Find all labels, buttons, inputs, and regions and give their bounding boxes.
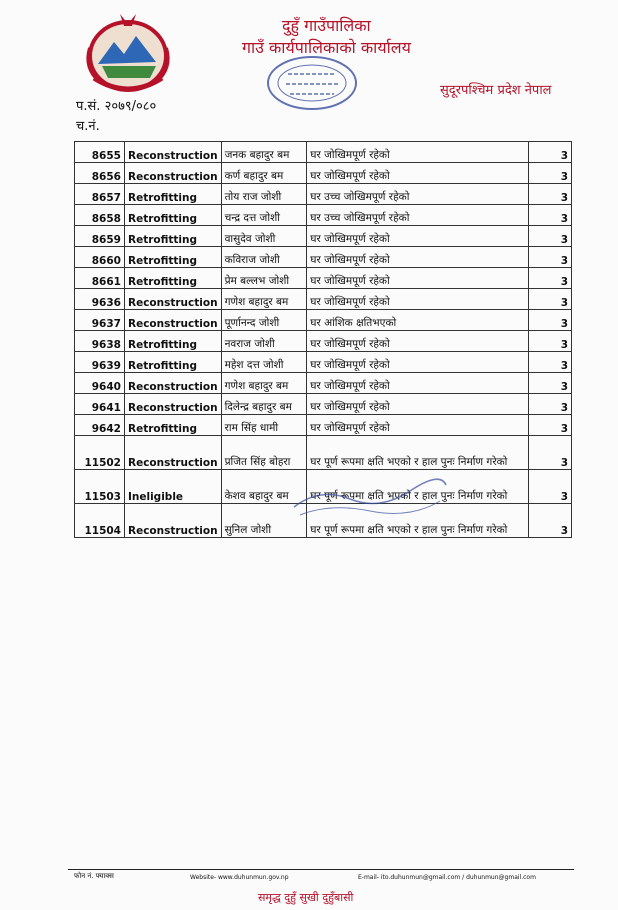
house-status: घर जोखिमपूर्ण रहेको bbox=[307, 373, 529, 394]
record-score: 3 bbox=[529, 415, 572, 436]
table-row bbox=[75, 373, 572, 394]
record-score: 3 bbox=[529, 163, 572, 184]
record-type: Reconstruction bbox=[124, 504, 221, 538]
record-type: Retrofitting bbox=[124, 331, 221, 352]
table-row bbox=[75, 247, 572, 268]
signature-stamp-icon bbox=[290, 477, 450, 521]
beneficiary-name: नवराज जोशी bbox=[221, 331, 307, 352]
office-subtitle: गाउँ कार्यपालिकाको कार्यालय bbox=[242, 38, 411, 57]
beneficiary-name: कविराज जोशी bbox=[221, 247, 307, 268]
table-row bbox=[75, 394, 572, 415]
record-type: Retrofitting bbox=[124, 352, 221, 373]
record-score: 3 bbox=[529, 226, 572, 247]
record-type: Reconstruction bbox=[124, 394, 221, 415]
house-status: घर उच्च जोखिमपूर्ण रहेको bbox=[307, 184, 529, 205]
house-status: घर उच्च जोखिमपूर्ण रहेको bbox=[307, 205, 529, 226]
record-score: 3 bbox=[529, 205, 572, 226]
record-score: 3 bbox=[529, 331, 572, 352]
record-score: 3 bbox=[529, 373, 572, 394]
footer-email: E-mail- ito.duhunmun@gmail.com / duhunmun@gmail.com bbox=[358, 874, 536, 881]
record-score: 3 bbox=[529, 247, 572, 268]
footer-website: Website- www.duhunmun.gov.np bbox=[190, 874, 289, 881]
table-row bbox=[75, 184, 572, 205]
record-type: Reconstruction bbox=[124, 142, 221, 163]
beneficiary-name: सुनिल जोशी bbox=[221, 504, 307, 538]
table-row bbox=[75, 226, 572, 247]
beneficiary-name: गणेश बहादुर बम bbox=[221, 289, 307, 310]
house-status: घर पूर्ण रूपमा क्षति भएको र हाल पुनः निर्माण गरेको bbox=[307, 470, 529, 504]
house-status: घर जोखिमपूर्ण रहेको bbox=[307, 331, 529, 352]
footer-phone: फोन नं. फ्याक्स bbox=[74, 872, 114, 880]
province-name: सुदूरपश्चिम प्रदेश नेपाल bbox=[440, 83, 552, 98]
record-id: 8660 bbox=[75, 247, 125, 268]
record-type: Reconstruction bbox=[124, 310, 221, 331]
record-type: Ineligible bbox=[124, 470, 221, 504]
record-id: 9641 bbox=[75, 394, 125, 415]
record-type: Retrofitting bbox=[124, 247, 221, 268]
record-id: 8656 bbox=[75, 163, 125, 184]
footer-divider bbox=[68, 869, 574, 870]
record-score: 3 bbox=[529, 310, 572, 331]
record-id: 9642 bbox=[75, 415, 125, 436]
beneficiary-name: पूर्णानन्द जोशी bbox=[221, 310, 307, 331]
office-name: दुहुँ गाउँपालिका bbox=[282, 16, 371, 35]
record-score: 3 bbox=[529, 184, 572, 205]
house-status: घर जोखिमपूर्ण रहेको bbox=[307, 394, 529, 415]
record-id: 8658 bbox=[75, 205, 125, 226]
record-id: 8657 bbox=[75, 184, 125, 205]
house-status: घर जोखिमपूर्ण रहेको bbox=[307, 268, 529, 289]
house-status: घर जोखिमपूर्ण रहेको bbox=[307, 289, 529, 310]
table-row bbox=[75, 289, 572, 310]
table-row bbox=[75, 205, 572, 226]
house-status: घर आंशिक क्षतिभएको bbox=[307, 310, 529, 331]
record-id: 8661 bbox=[75, 268, 125, 289]
record-id: 8659 bbox=[75, 226, 125, 247]
record-id: 9638 bbox=[75, 331, 125, 352]
record-type: Retrofitting bbox=[124, 415, 221, 436]
record-id: 9637 bbox=[75, 310, 125, 331]
house-status: घर जोखिमपूर्ण रहेको bbox=[307, 226, 529, 247]
office-seal-icon bbox=[262, 52, 362, 114]
beneficiary-name: गणेश बहादुर बम bbox=[221, 373, 307, 394]
table-row bbox=[75, 436, 572, 470]
record-type: Reconstruction bbox=[124, 373, 221, 394]
house-status: घर जोखिमपूर्ण रहेको bbox=[307, 142, 529, 163]
house-status: घर जोखिमपूर्ण रहेको bbox=[307, 163, 529, 184]
record-id: 9636 bbox=[75, 289, 125, 310]
beneficiary-name: केशव बहादुर बम bbox=[221, 470, 307, 504]
nepal-emblem-icon bbox=[80, 8, 176, 98]
beneficiary-name: चन्द्र दत्त जोशी bbox=[221, 205, 307, 226]
record-id: 11502 bbox=[75, 436, 125, 470]
record-id: 11503 bbox=[75, 470, 125, 504]
record-id: 11504 bbox=[75, 504, 125, 538]
house-status: घर जोखिमपूर्ण रहेको bbox=[307, 247, 529, 268]
table-row bbox=[75, 268, 572, 289]
record-type: Retrofitting bbox=[124, 268, 221, 289]
beneficiary-name: दिलेन्द्र बहादुर बम bbox=[221, 394, 307, 415]
beneficiary-name: प्रेम बल्लभ जोशी bbox=[221, 268, 307, 289]
reference-number: च.नं. bbox=[76, 119, 100, 134]
beneficiary-name: जनक बहादुर बम bbox=[221, 142, 307, 163]
record-id: 9640 bbox=[75, 373, 125, 394]
house-status: घर पूर्ण रूपमा क्षति भएको र हाल पुनः निर्माण गरेको bbox=[307, 436, 529, 470]
record-score: 3 bbox=[529, 289, 572, 310]
record-score: 3 bbox=[529, 470, 572, 504]
beneficiary-name: महेश दत्त जोशी bbox=[221, 352, 307, 373]
record-type: Retrofitting bbox=[124, 205, 221, 226]
house-status: घर पूर्ण रूपमा क्षति भएको र हाल पुनः निर्माण गरेको bbox=[307, 504, 529, 538]
record-score: 3 bbox=[529, 436, 572, 470]
table-row bbox=[75, 142, 572, 163]
record-id: 9639 bbox=[75, 352, 125, 373]
beneficiary-name: राम सिंह धामी bbox=[221, 415, 307, 436]
record-type: Reconstruction bbox=[124, 289, 221, 310]
record-score: 3 bbox=[529, 268, 572, 289]
house-status: घर जोखिमपूर्ण रहेको bbox=[307, 415, 529, 436]
record-type: Reconstruction bbox=[124, 436, 221, 470]
record-score: 3 bbox=[529, 504, 572, 538]
beneficiary-name: प्रजित सिंह बोहरा bbox=[221, 436, 307, 470]
record-type: Retrofitting bbox=[124, 226, 221, 247]
beneficiary-name: वासुदेव जोशी bbox=[221, 226, 307, 247]
record-score: 3 bbox=[529, 352, 572, 373]
record-type: Retrofitting bbox=[124, 184, 221, 205]
house-status: घर जोखिमपूर्ण रहेको bbox=[307, 352, 529, 373]
fiscal-year: प.सं. २०७९/०८० bbox=[76, 99, 157, 114]
beneficiary-name: तोय राज जोशी bbox=[221, 184, 307, 205]
table-row bbox=[75, 331, 572, 352]
record-id: 8655 bbox=[75, 142, 125, 163]
beneficiary-name: कर्ण बहादुर बम bbox=[221, 163, 307, 184]
footer-motto: समृद्ध दुहुँ सुखी दुहुँबासी bbox=[258, 891, 354, 904]
record-type: Reconstruction bbox=[124, 163, 221, 184]
table-row bbox=[75, 415, 572, 436]
table-row bbox=[75, 163, 572, 184]
record-score: 3 bbox=[529, 142, 572, 163]
record-score: 3 bbox=[529, 394, 572, 415]
table-row bbox=[75, 352, 572, 373]
table-row bbox=[75, 310, 572, 331]
